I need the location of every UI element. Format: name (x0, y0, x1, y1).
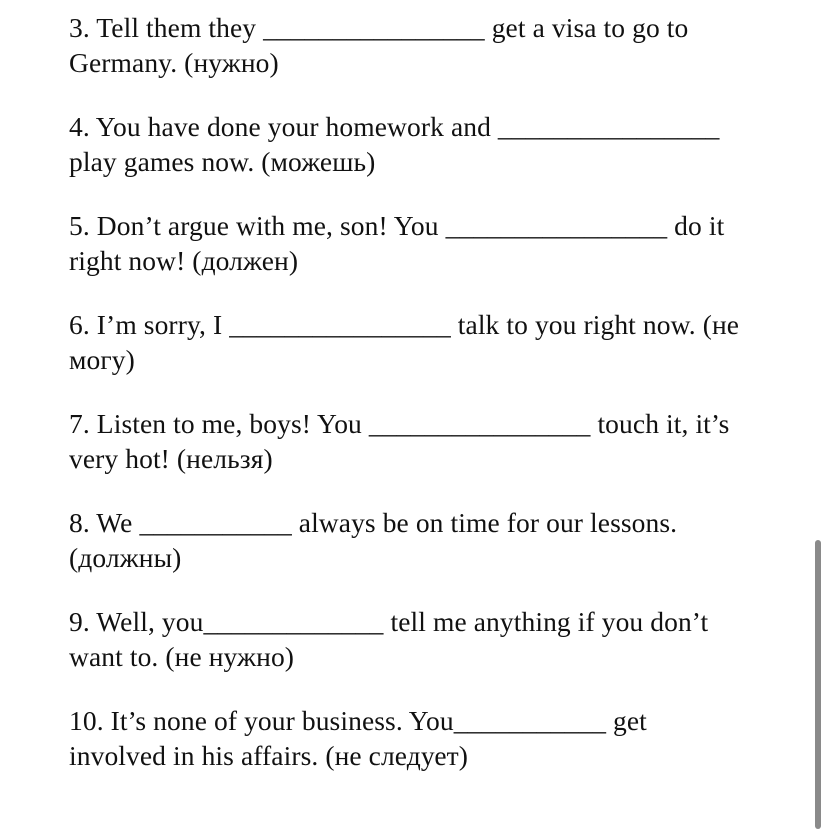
exercise-line: 4. You have done your homework and ________________ (69, 111, 720, 142)
exercise-7 (69, 406, 769, 476)
exercise-4 (69, 109, 769, 179)
exercise-line: 9. Well, you_____________ tell me anything if you don’t (69, 606, 709, 637)
exercise-line: very hot! (нельзя) (69, 443, 273, 474)
exercise-9 (69, 604, 769, 674)
exercise-5 (69, 208, 769, 278)
exercise-line: want to. (не нужно) (69, 641, 295, 672)
exercise-line: play games now. (можешь) (69, 146, 376, 177)
exercise-line: 8. We ___________ always be on time for our lessons. (69, 507, 678, 538)
exercise-line: 7. Listen to me, boys! You ________________ touch it, it’s (69, 408, 730, 439)
exercise-line: Germany. (нужно) (69, 47, 279, 78)
vertical-scrollbar[interactable] (815, 540, 821, 829)
exercise-10 (69, 703, 769, 773)
exercise-line: 5. Don’t argue with me, son! You ________________ do it (69, 210, 725, 241)
exercise-line: могу) (69, 344, 135, 375)
exercise-line: involved in his affairs. (не следует) (69, 740, 469, 771)
exercise-line: 6. I’m sorry, I ________________ talk to you right now. (не (69, 309, 740, 340)
exercise-8 (69, 505, 769, 575)
exercise-line: 10. It’s none of your business. You___________ get (69, 705, 647, 736)
exercise-line: 3. Tell them they ________________ get a visa to go to (69, 12, 689, 43)
exercise-line: right now! (должен) (69, 245, 299, 276)
exercise-3 (69, 10, 769, 80)
exercise-line: (должны) (69, 542, 182, 573)
exercise-6 (69, 307, 769, 377)
